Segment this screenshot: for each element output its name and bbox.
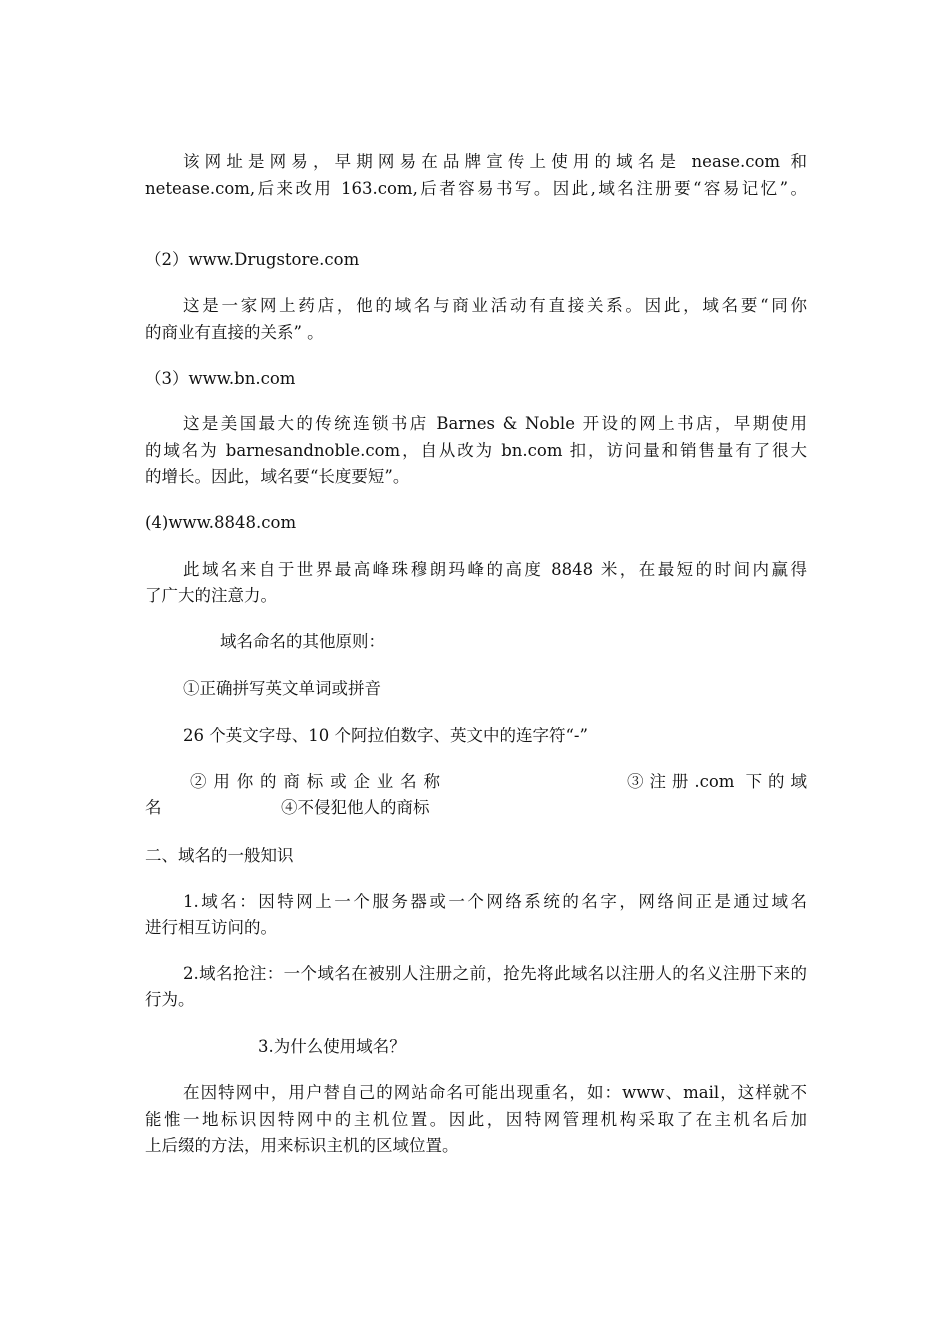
principle-item: ①正确拼写英文单词或拼音 bbox=[183, 679, 381, 698]
principle-detail: 26 个英文字母、10 个阿拉伯数字、英文中的连字符“-” bbox=[183, 726, 588, 745]
example-heading: (4)www.8848.com bbox=[145, 513, 297, 532]
example-heading: （3）www.bn.com bbox=[145, 369, 296, 388]
paragraph-line: 进行相互访问的。 bbox=[145, 918, 277, 937]
paragraph-line: 能惟一地标识因特网中的主机位置。因此，因特网管理机构采取了在主机名后加 bbox=[145, 1110, 807, 1129]
paragraph-line: 的域名为 barnesandnoble.com，自从改为 bn.com 扣，访问量和销售量有了很大 bbox=[145, 441, 807, 460]
paragraph-line: 的增长。因此，域名要“长度要短”。 bbox=[145, 467, 410, 486]
subsection-heading: 3.为什么使用域名？ bbox=[258, 1037, 406, 1056]
paragraph-line: 行为。 bbox=[145, 990, 195, 1009]
principle-item: ③注册.com 下的域 bbox=[627, 772, 807, 791]
paragraph-line: 在因特网中，用户替自己的网站命名可能出现重名，如：www、mail，这样就不 bbox=[183, 1083, 807, 1102]
paragraph-line: 了广大的注意力。 bbox=[145, 586, 277, 605]
paragraph-line: 上后缀的方法，用来标识主机的区域位置。 bbox=[145, 1136, 459, 1155]
principle-item-continued: 名 bbox=[145, 798, 162, 817]
paragraph-line: 的商业有直接的关系” 。 bbox=[145, 323, 324, 342]
paragraph-line: 1.域名：因特网上一个服务器或一个网络系统的名字，网络间正是通过域名 bbox=[183, 892, 807, 911]
paragraph-line: 此域名来自于世界最高峰珠穆朗玛峰的高度 8848 米，在最短的时间内赢得 bbox=[183, 560, 807, 579]
paragraph-line: netease.com,后来改用 163.com,后者容易书写。因此,域名注册要“容易记忆”。 bbox=[145, 179, 807, 198]
paragraph-line: 2.域名抢注：一个域名在被别人注册之前，抢先将此域名以注册人的名义注册下来的 bbox=[183, 964, 807, 983]
principles-heading: 域名命名的其他原则： bbox=[220, 632, 385, 651]
paragraph-line: 该网址是网易，早期网易在品牌宣传上使用的域名是 nease.com 和 bbox=[183, 152, 807, 171]
section-heading: 二、域名的一般知识 bbox=[145, 846, 294, 865]
example-heading: （2）www.Drugstore.com bbox=[145, 250, 360, 269]
principle-item: ②用你的商标或企业名称 bbox=[190, 772, 440, 791]
paragraph-line: 这是美国最大的传统连锁书店 Barnes & Noble 开设的网上书店，早期使用 bbox=[183, 414, 807, 433]
principle-item: ④不侵犯他人的商标 bbox=[281, 798, 430, 817]
paragraph-line: 这是一家网上药店，他的域名与商业活动有直接关系。因此，域名要“同你 bbox=[183, 296, 807, 315]
